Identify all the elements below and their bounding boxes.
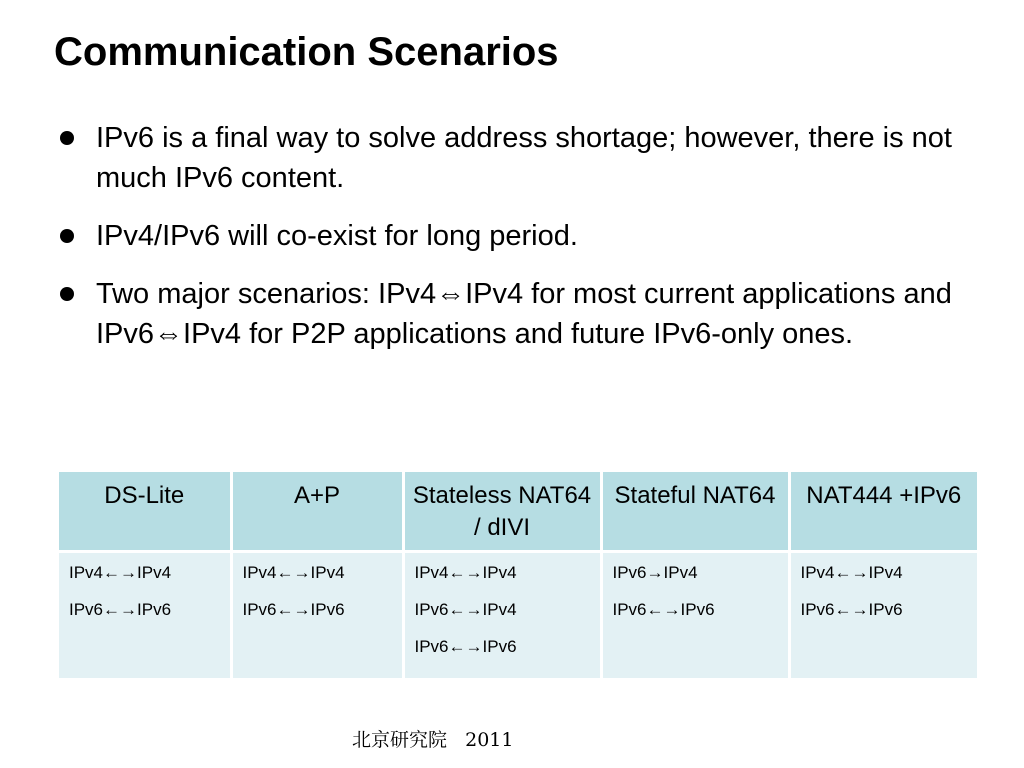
cell-line: IPv6←→IPv4 [414,600,517,619]
cell-line: IPv6→IPv4 [612,563,698,582]
cell-line: IPv4←→IPv4 [242,563,345,582]
scenarios-table-container [59,472,977,678]
header-stateless-nat64: Stateless NAT64 / dIVI [403,472,601,552]
cell-stateful-nat64 [601,552,789,679]
bullet-text: IPv4/IPv6 will co-exist for long period. [96,220,578,252]
table-header-row [59,472,977,552]
cell-line: IPv4←→IPv4 [414,563,517,582]
bullet-dot-icon [60,229,74,243]
cell-nat444 [789,552,977,679]
bullet-item [56,274,976,354]
cell-ds-lite [59,552,231,679]
scenarios-table [59,472,977,678]
cell-line: IPv6←→IPv6 [414,637,517,656]
bullet-item [56,216,976,256]
slide-footer: 北京研究院 2011 [352,729,514,751]
header-stateful-nat64: Stateful NAT64 [601,472,789,552]
cell-line: IPv4←→IPv4 [800,563,903,582]
cell-stateless-nat64 [403,552,601,679]
table-row [59,552,977,679]
bullet-dot-icon [60,131,74,145]
header-a-plus-p: A+P [231,472,403,552]
cell-line: IPv6←→IPv6 [612,600,715,619]
cell-line: IPv6←→IPv6 [69,600,172,619]
bullet-text: Two major scenarios: IPv4⇔IPv4 for most current applications and IPv6⇔IPv4 for P2P applications and future IPv6-only ones. [96,278,952,350]
cell-line: IPv4←→IPv4 [69,563,172,582]
bullet-dot-icon [60,287,74,301]
slide-title: Communication Scenarios [54,30,559,74]
header-ds-lite: DS-Lite [59,472,231,552]
cell-line: IPv6←→IPv6 [242,600,345,619]
bullet-list [56,118,976,372]
bullet-item [56,118,976,198]
bullet-text: IPv6 is a final way to solve address shortage; however, there is not much IPv6 content. [96,122,952,194]
header-nat444: NAT444 +IPv6 [789,472,977,552]
cell-a-plus-p [231,552,403,679]
cell-line: IPv6←→IPv6 [800,600,903,619]
